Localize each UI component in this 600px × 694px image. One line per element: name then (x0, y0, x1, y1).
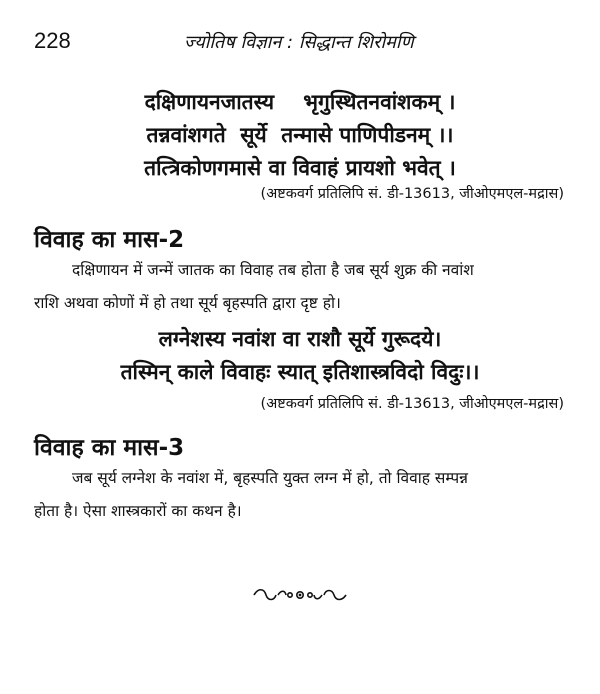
verse-line: तन्नवांशगते सूर्ये तन्मासे पाणिपीडनम् ।। (146, 123, 454, 147)
paragraph-line: होता है। ऐसा शास्त्रकारों का कथन है। (34, 502, 242, 520)
section-paragraph (34, 462, 566, 528)
page-header (34, 28, 566, 56)
verse-line: तत्त्रिकोणगमासे वा विवाहं प्रायशो भवेत् । (144, 156, 456, 180)
verse-line: दक्षिणायनजातस्य भृगुस्थितनवांशकम् । (144, 90, 456, 114)
sanskrit-verse-2 (0, 323, 600, 389)
paragraph-line: राशि अथवा कोणों में हो तथा सूर्य बृहस्पति द्वारा दृष्ट हो। (34, 294, 341, 312)
verse-line: तस्मिन् काले विवाहः स्यात् इतिशास्त्रविदो विदुः।। (120, 360, 480, 384)
paragraph-line: दक्षिणायन में जन्में जातक का विवाह तब होता है जब सूर्य शुक्र की नवांश (72, 261, 474, 279)
floral-divider-icon (0, 586, 600, 608)
sanskrit-verse-1 (0, 86, 600, 185)
page-number: 228 (34, 28, 71, 53)
verse-source-citation: (अष्टकवर्ग प्रतिलिपि सं. डी-13613, जीओएमएल-मद्रास) (260, 186, 564, 202)
verse-line: लग्नेशस्य नवांश वा राशौ सूर्ये गुरूदये। (158, 327, 442, 351)
verse-source-citation: (अष्टकवर्ग प्रतिलिपि सं. डी-13613, जीओएमएल-मद्रास) (260, 396, 564, 412)
section-heading: विवाह का मास-3 (34, 435, 185, 461)
running-title: ज्योतिष विज्ञान : सिद्धान्त शिरोमणि (184, 32, 414, 53)
section-paragraph (34, 254, 566, 320)
section-heading: विवाह का मास-2 (34, 227, 185, 253)
paragraph-line: जब सूर्य लग्नेश के नवांश में, बृहस्पति युक्त लग्न में हो, तो विवाह सम्पन्न (72, 469, 468, 487)
